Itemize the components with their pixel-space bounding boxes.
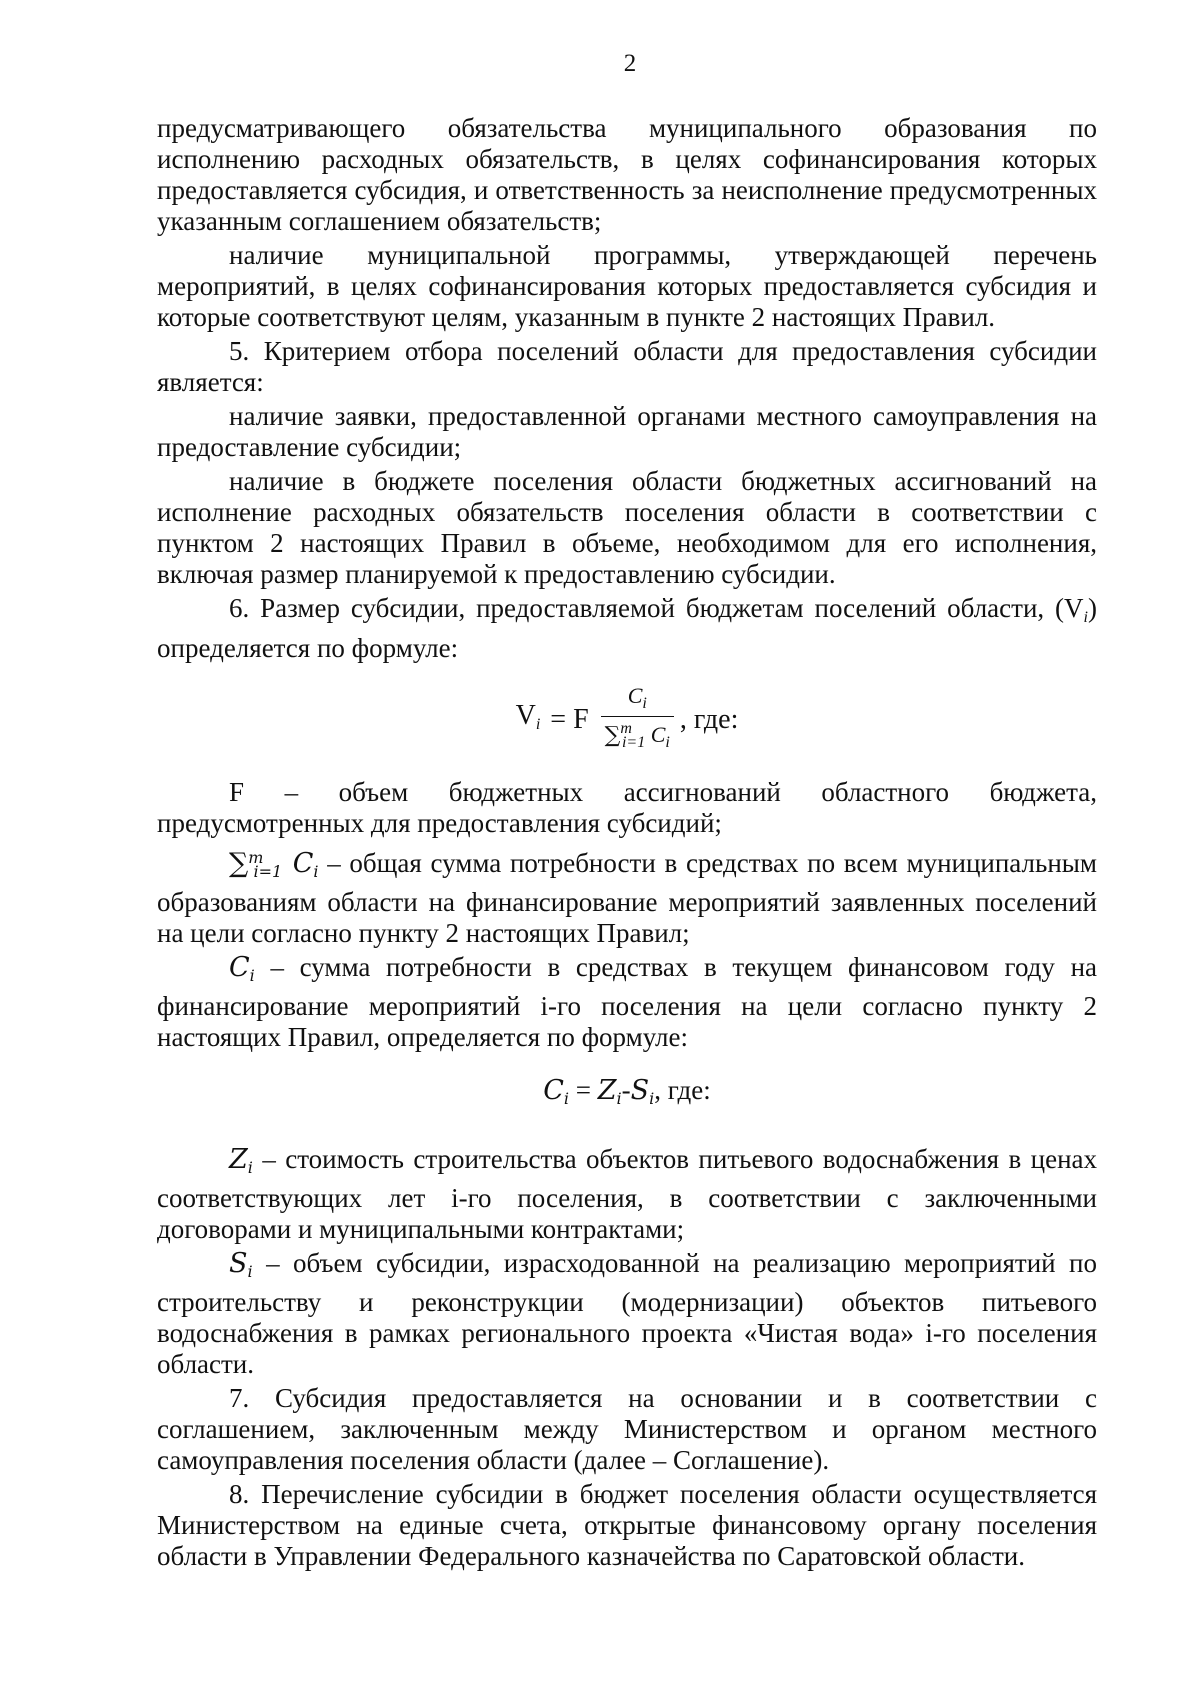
paragraph-si-definition: $S_i$ – объем субсидии, израсходованной на реализацию мероприятий по строительству и реконструкции (модернизации) объектов питьевого водоснабжения в рамках регионального проекта «Чистая вода» i-го поселения области.	[157, 1248, 1098, 1379]
formula-ci: $C_i = Z_i-S_i$, где:	[543, 1075, 711, 1108]
paragraph-agreement-obligations: предусматривающего обязательства муниципального образования по исполнению расходных обязательств, в целях софинансирования которых предоставляется субсидия, и ответственность за неисполнение предусмотренных указанным соглашением обязательств;	[157, 113, 1097, 236]
formula-eq: = F	[550, 704, 589, 735]
fraction-numerator: $C_i$	[627, 683, 647, 712]
formula2-z: $Z_i$	[597, 1075, 622, 1108]
paragraph-transfer: 8. Перечисление субсидии в бюджет поселения области осуществляется Министерством на единые счета, открытые финансовому органу поселения области в Управлении Федерального казначейства по Саратовской области.	[157, 1479, 1097, 1571]
paragraph-zi-definition: $Z_i$ – стоимость строительства объектов питьевого водоснабжения в ценах соответствующих лет i-го поселения, в соответствии с заключенными договорами и муниципальными контрактами;	[157, 1144, 1098, 1244]
term-si: $S_i$	[229, 1248, 253, 1281]
formula2-tail: , где:	[654, 1075, 711, 1105]
paragraph-ci-definition: $C_i$ – сумма потребности в средствах в текущем финансовом году на финансирование мероприятий i-го поселения на цели согласно пункту 2 настоящих Правил, определяется по формуле:	[157, 952, 1097, 1052]
formula2-s: $S_i$	[630, 1075, 655, 1108]
paragraph-f-definition: F – объем бюджетных ассигнований областного бюджета, предусмотренных для предоставления субсидий;	[157, 777, 1097, 838]
term-sum: ∑$^m_{i=1}$ $C_i$	[229, 848, 319, 881]
term-f: F	[229, 777, 245, 807]
formula-tail: , где:	[679, 704, 739, 735]
paragraph-selection-criterion: 5. Критерием отбора поселений области для предоставления субсидии является:	[157, 336, 1097, 397]
subsidy-size-text: 6. Размер субсидии, предоставляемой бюджетам поселений области,	[229, 593, 1045, 623]
paragraph-application: наличие заявки, предоставленной органами местного самоуправления на предоставление субсидии;	[157, 401, 1097, 462]
formula-fraction	[601, 684, 674, 755]
page-number: 2	[623, 50, 637, 77]
formula-lhs: $V_i$	[515, 699, 541, 733]
fraction-denominator: ∑$^m_{i=1}$ $C_i$	[604, 720, 670, 751]
formula2-lhs: $C_i$	[543, 1075, 570, 1108]
vi-symbol: $(V_i)$	[1055, 593, 1097, 626]
term-zi: $Z_i$	[229, 1144, 253, 1177]
subsidy-size-text-cont: определяется по формуле:	[157, 633, 459, 663]
paragraph-municipal-program: наличие муниципальной программы, утверждающей перечень мероприятий, в целях софинансирования которых предоставляется субсидия и которые соответствуют целям, указанным в пункте 2 настоящих Правил.	[157, 240, 1097, 332]
formula-subsidy	[157, 684, 1097, 755]
paragraph-sum-definition: ∑$^m_{i=1}$ $C_i$ – общая сумма потребности в средствах по всем муниципальным образованиям области на финансирование мероприятий заявленных поселений на цели согласно пункту 2 настоящих Правил;	[157, 848, 1097, 948]
document-body	[157, 113, 1097, 1572]
paragraph-agreement-basis: 7. Субсидия предоставляется на основании и в соответствии с соглашением, заключенным между Министерством и органом местного самоуправления поселения области (далее – Соглашение).	[157, 1383, 1097, 1475]
formula2-eq: =	[575, 1075, 592, 1105]
paragraph-budget-allocations: наличие в бюджете поселения области бюджетных ассигнований на исполнение расходных обязательств поселения области в соответствии с пунктом 2 настоящих Правил в объеме, необходимом для его исполнения, включая размер планируемой к предоставлению субсидии.	[157, 466, 1097, 589]
term-ci: $C_i$	[229, 952, 255, 985]
paragraph-subsidy-size	[157, 593, 1097, 664]
